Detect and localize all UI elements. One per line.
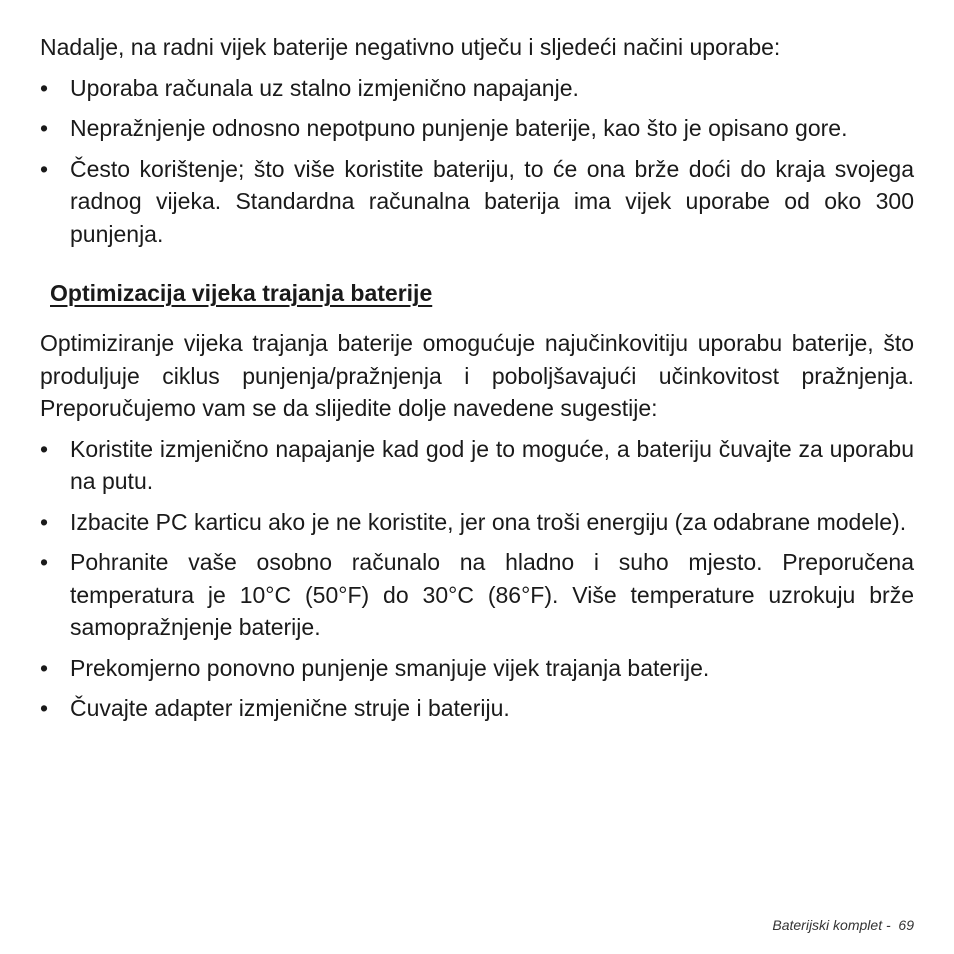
list-item-text: Izbacite PC karticu ako je ne koristite, jer ona troši energiju (za odabrane modele).	[70, 508, 907, 535]
list-item	[40, 692, 914, 725]
bullet-marker: •	[40, 155, 49, 182]
list-item	[40, 72, 914, 105]
list-item-text: Uporaba računala uz stalno izmjenično napajanje.	[70, 74, 579, 101]
list-item-text: Često korištenje; što više koristite bateriju, to će ona brže doći do kraja svojega radnog vijeka. Standardna računalna baterija ima vijek uporabe od oko 300 punjenja.	[70, 155, 914, 247]
list-item-text: Pohranite vaše osobno računalo na hladno i suho mjesto. Preporučena temperatura je 10°C (50°F) do 30°C (86°F). Više temperature uzrokuju brže samopražnjenje baterije.	[70, 549, 914, 640]
negative-factors-list	[40, 72, 914, 251]
bullet-marker: •	[40, 74, 49, 101]
bullet-marker: •	[40, 549, 49, 575]
list-item-text: Čuvajte adapter izmjenične struje i bateriju.	[70, 695, 510, 721]
section-heading: Optimizacija vijeka trajanja baterije	[50, 280, 433, 306]
list-item-text: Prekomjerno ponovno punjenje smanjuje vijek trajanja baterije.	[70, 654, 710, 681]
page-footer	[772, 917, 914, 933]
bullet-marker: •	[40, 115, 49, 141]
list-item	[40, 506, 914, 539]
list-item	[40, 546, 914, 644]
intro-paragraph: Nadalje, na radni vijek baterije negativno utječu i sljedeći načini uporabe:	[40, 34, 781, 60]
footer-section-name: Baterijski komplet -	[772, 917, 891, 933]
section-intro-paragraph: Optimiziranje vijeka trajanja baterije omogućuje najučinkovitiju uporabu baterije, što produljuje ciklus punjenja/pražnjenja i poboljšavajući učinkovitost pražnjenja. Preporučujemo vam se da slijedite dolje navedene sugestije:	[40, 330, 914, 421]
list-item-text: Koristite izmjenično napajanje kad god je to moguće, a bateriju čuvajte za uporabu na putu.	[70, 435, 914, 494]
list-item	[40, 652, 914, 685]
list-item	[40, 112, 914, 145]
bullet-marker: •	[40, 435, 49, 462]
list-item-text: Nepražnjenje odnosno nepotpuno punjenje baterije, kao što je opisano gore.	[70, 115, 848, 141]
page-number: 69	[898, 917, 914, 933]
list-item	[40, 153, 914, 251]
document-page	[40, 31, 914, 733]
tips-list	[40, 433, 914, 725]
bullet-marker: •	[40, 508, 49, 535]
list-item	[40, 433, 914, 498]
bullet-marker: •	[40, 654, 49, 681]
bullet-marker: •	[40, 695, 49, 721]
